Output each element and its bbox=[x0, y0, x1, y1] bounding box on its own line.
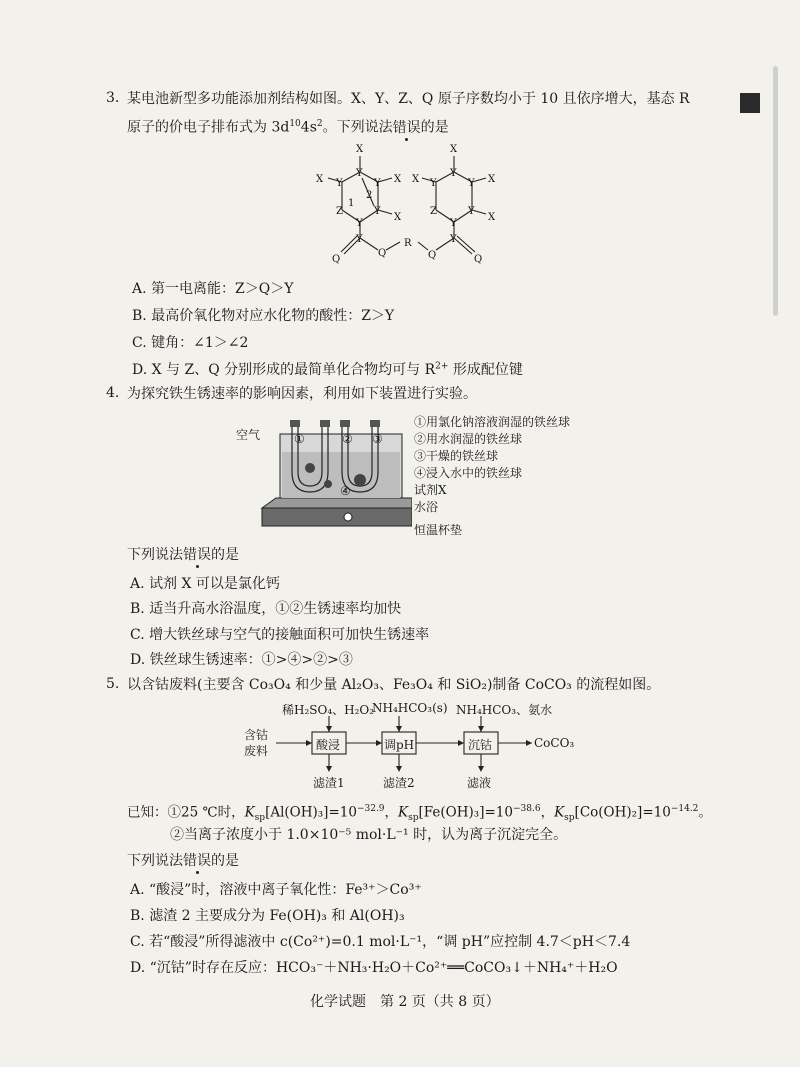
reagent-3: NH₄HCO₃、氨水 bbox=[456, 703, 553, 717]
svg-text:Y: Y bbox=[336, 178, 343, 189]
waste-3-filtrate: 滤液 bbox=[467, 776, 492, 790]
q3-option-c[interactable]: C. 键角：∠1＞∠2 bbox=[132, 335, 249, 351]
step-adjust-ph: 调pH bbox=[384, 738, 415, 752]
svg-text:Z: Z bbox=[430, 206, 437, 217]
svg-text:X: X bbox=[488, 174, 496, 185]
waste-2: 滤渣2 bbox=[383, 776, 415, 790]
input-line2: 废料 bbox=[244, 744, 269, 758]
q3-stem-line1: 某电池新型多功能添加剂结构如图。X、Y、Z、Q 原子序数均小于 10 且依序增大，基态 R bbox=[127, 91, 690, 107]
svg-text:Y: Y bbox=[430, 178, 437, 189]
svg-text:Y: Y bbox=[468, 178, 475, 189]
waste-1: 滤渣1 bbox=[313, 776, 345, 790]
legend-3: ③干燥的铁丝球 bbox=[414, 449, 499, 463]
legend-water-bath: 水浴 bbox=[414, 500, 439, 514]
q4-option-d[interactable]: D. 铁丝球生锈速率：①>④>②>③ bbox=[130, 652, 353, 668]
svg-text:Y: Y bbox=[374, 178, 381, 189]
q4-option-a[interactable]: A. 试剂 X 可以是氯化钙 bbox=[130, 576, 280, 592]
svg-text:Q: Q bbox=[332, 254, 341, 265]
q3-stem-line2: 原子的价电子排布式为 $3d^{10}4s^2$。下列说法错误的是 bbox=[127, 119, 449, 136]
svg-text:Z: Z bbox=[336, 206, 343, 217]
input-line1: 含钴 bbox=[244, 728, 269, 742]
q5-option-d[interactable]: D. “沉钴”时存在反应：HCO₃⁻＋NH₃·H₂O＋Co²⁺══CoCO₃↓＋NH₄⁺＋H₂O bbox=[130, 960, 618, 976]
svg-text:Y: Y bbox=[468, 206, 475, 217]
q5-option-b[interactable]: B. 滤渣 2 主要成分为 Fe(OH)₃ 和 Al(OH)₃ bbox=[130, 908, 405, 924]
svg-text:Y: Y bbox=[450, 218, 457, 229]
q4-stem: 为探究铁生锈速率的影响因素，利用如下装置进行实验。 bbox=[127, 386, 477, 402]
reagent-1: 稀H₂SO₄、H₂O₂ bbox=[282, 703, 375, 717]
svg-text:X: X bbox=[316, 174, 324, 185]
tube-label-3: ③ bbox=[372, 432, 383, 446]
svg-text:Y: Y bbox=[450, 234, 457, 245]
q3-number: 3. bbox=[106, 90, 120, 106]
svg-text:X: X bbox=[450, 144, 458, 155]
svg-text:Q: Q bbox=[474, 254, 483, 265]
svg-text:X: X bbox=[488, 212, 496, 223]
q4-option-c[interactable]: C. 增大铁丝球与空气的接触面积可加快生锈速率 bbox=[130, 627, 430, 643]
q4-number: 4. bbox=[106, 385, 120, 401]
svg-text:Q: Q bbox=[428, 250, 437, 261]
q5-option-c[interactable]: C. 若“酸浸”所得滤液中 c(Co²⁺)=0.1 mol·L⁻¹，“调 pH”应控制 4.7＜pH＜7.4 bbox=[130, 934, 631, 950]
q4-option-b[interactable]: B. 适当升高水浴温度，①②生锈速率均加快 bbox=[130, 601, 402, 617]
q5-known-2: ②当离子浓度小于 1.0×10⁻⁵ mol·L⁻¹ 时，认为离子沉淀完全。 bbox=[170, 827, 568, 843]
atom-x: X bbox=[356, 144, 364, 155]
svg-text:Y: Y bbox=[356, 168, 363, 179]
tube-label-4: ④ bbox=[340, 484, 351, 498]
svg-text:Y: Y bbox=[356, 234, 363, 245]
q3-option-b[interactable]: B. 最高价氧化物对应水化物的酸性：Z＞Y bbox=[132, 308, 395, 324]
q3-option-d[interactable]: D. X 与 Z、Q 分别形成的最简单化合物均可与 $R^{2+}$ 形成配位键 bbox=[132, 361, 523, 378]
svg-text:X: X bbox=[394, 174, 402, 185]
legend-reagent-x: 试剂X bbox=[414, 483, 447, 497]
q5-known-1: 已知：①25 ℃时，$K_{sp}[Al(OH)_3]=10^{-32.9}$，$K_{sp}[Fe(OH)_3]=10^{-38.6}$，$K_{sp}[Co(OH)_2]=10^{-14.2}$。 bbox=[127, 804, 712, 824]
svg-text:Y: Y bbox=[356, 218, 363, 229]
atom-r: R bbox=[404, 238, 412, 249]
product-coco3: CoCO₃ bbox=[534, 736, 575, 750]
step-precipitate-co: 沉钴 bbox=[468, 738, 493, 752]
legend-2: ②用水润湿的铁丝球 bbox=[414, 432, 523, 446]
svg-text:Q: Q bbox=[378, 248, 387, 259]
q4-sub-stem: 下列说法错误的是 bbox=[127, 547, 239, 563]
page-footer: 化学试题 第 2 页（共 8 页） bbox=[310, 994, 500, 1010]
emphasis-wrong: 错误 bbox=[392, 119, 421, 136]
legend-4: ④浸入水中的铁丝球 bbox=[414, 466, 523, 480]
q5-option-a[interactable]: A. “酸浸”时，溶液中离子氧化性：Fe³⁺＞Co³⁺ bbox=[130, 882, 422, 898]
svg-text:X: X bbox=[394, 212, 402, 223]
tube-label-1: ① bbox=[294, 432, 305, 446]
legend-1: ①用氯化钠溶液润湿的铁丝球 bbox=[414, 415, 571, 429]
svg-text:Y: Y bbox=[450, 168, 457, 179]
step-acid-leach: 酸浸 bbox=[316, 738, 341, 752]
q5-number: 5. bbox=[106, 676, 120, 692]
angle-1-label: 1 bbox=[348, 198, 355, 209]
q3-molecule-structure bbox=[300, 138, 500, 270]
angle-2-label: 2 bbox=[366, 190, 373, 201]
tube-label-2: ② bbox=[342, 432, 353, 446]
q5-sub-stem: 下列说法错误的是 bbox=[127, 853, 239, 869]
q3-option-a[interactable]: A. 第一电离能：Z＞Q＞Y bbox=[132, 281, 294, 297]
corner-mark bbox=[740, 93, 760, 113]
reagent-2: NH₄HCO₃(s) bbox=[372, 701, 448, 715]
svg-text:X: X bbox=[412, 174, 420, 185]
scrollbar[interactable] bbox=[773, 66, 778, 316]
q5-stem: 以含钴废料(主要含 Co₃O₄ 和少量 Al₂O₃、Fe₃O₄ 和 SiO₂)制备 CoCO₃ 的流程如图。 bbox=[127, 677, 661, 693]
air-label: 空气 bbox=[236, 428, 261, 442]
svg-text:Y: Y bbox=[374, 206, 381, 217]
legend-heating-pad: 恒温杯垫 bbox=[414, 523, 463, 537]
